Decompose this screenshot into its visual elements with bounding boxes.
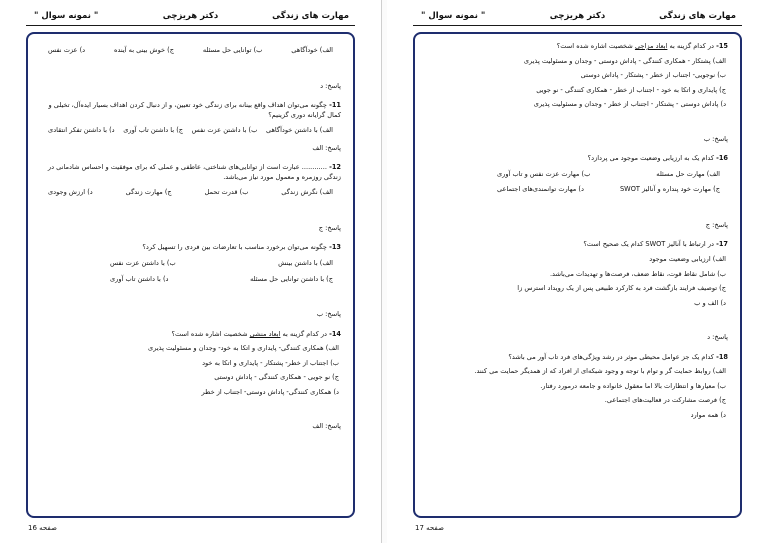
question-number: 16- <box>716 154 728 163</box>
question-12 <box>40 163 341 182</box>
option: الف) پشتکار - همکاری کنندگی - پاداش دوستی - وجدان و مسئولیت پذیری <box>523 56 726 65</box>
question-text-part: شخصیت اشاره شده است؟ <box>556 42 633 50</box>
option: ج) مهارت خود پنداره و آنالیز SWOT <box>620 185 720 194</box>
q13-options-row-1 <box>40 259 341 269</box>
option: ب) معیارها و انتظارات بالا اما معقول خانواده و جامعه درمورد رفتار. <box>540 381 726 390</box>
option: ج) نو جویی - همکاری کنندگی - پاداش دوستی <box>214 373 339 382</box>
page-content <box>40 40 341 510</box>
q12-options <box>40 188 341 198</box>
question-text-part: در کدام گزینه به <box>669 42 714 50</box>
page-number: صفحه 16 <box>28 524 57 532</box>
spread-divider <box>381 0 382 543</box>
option: د) مهارت توانمندی‌های اجتماعی <box>497 185 584 194</box>
question-number: 18- <box>716 352 728 361</box>
option: د) با داشتن تاب آوری <box>110 274 169 283</box>
answer-13: پاسخ: ب <box>316 310 341 319</box>
question-text-underlined: ابعاد منشی <box>249 329 281 338</box>
question-18 <box>427 353 728 363</box>
option: ب) شامل نقاط قوت، نقاط ضعف، فرصت‌ها و تهدیدات می‌باشد. <box>549 269 726 278</box>
question-text-part: در کدام گزینه به <box>282 329 327 338</box>
question-number: 14- <box>329 329 341 338</box>
header-author: دکتر هریزچی <box>549 11 606 21</box>
question-15 <box>427 42 728 52</box>
page-number: صفحه 17 <box>415 524 444 532</box>
option: ب) با داشتن عزت نفس <box>110 259 176 268</box>
option: ج) با داشتن توانایی حل مسئله <box>250 274 333 283</box>
page-content <box>427 40 728 510</box>
answer-12: پاسخ: ج <box>318 223 341 232</box>
option: الف) مهارت حل مسئله <box>656 169 720 178</box>
option: ج) مهارت زندگی <box>125 188 172 197</box>
page-frame <box>413 32 742 518</box>
question-text: ............ عبارت است از توانایی‌های شناختی، عاطفی و عملی که برای موفقیت و احساس شادمانی در زندگی روزمره و معمول مورد نیاز می‌باشد. <box>47 163 341 181</box>
question-text: کدام یک به ارزیابی وضعیت موجود می پردازد؟ <box>587 154 714 163</box>
option: الف) ارزیابی وضعیت موجود <box>649 255 726 264</box>
option: د) الف و ب <box>694 298 726 307</box>
q11-options <box>40 126 341 136</box>
option: الف) نگرش زندگی <box>281 188 333 197</box>
question-text: چگونه می‌توان برخورد مناسب با تعارضات بین فردی را تسهیل کرد؟ <box>142 243 327 252</box>
option: الف) خودآگاهی <box>291 46 333 54</box>
option: الف) همکاری کنندگی- پایداری و اتکا به خود- وجدان و مسئولیت پذیری <box>148 344 339 353</box>
answer-14: پاسخ: الف <box>312 422 341 431</box>
option: د) با داشتن تفکر انتقادی <box>48 126 115 135</box>
question-text-underlined: ابعاد مزاجی <box>634 42 668 50</box>
option: د) همه موارد <box>690 410 726 419</box>
option: د) همکاری کنندگی- پاداش دوستی- اجتناب از خطر <box>201 387 339 396</box>
header-author: دکتر هریزچی <box>162 11 219 21</box>
question-number: 11- <box>329 101 341 110</box>
header-subject: مهارت های زندگی <box>272 11 349 21</box>
option: الف) با داشتن بینش <box>278 259 333 268</box>
option: الف) با داشتن خودآگاهی <box>265 126 333 135</box>
page-header <box>413 9 742 26</box>
question-text: در ارتباط با آنالیز SWOT کدام یک صحیح است؟ <box>583 240 714 249</box>
q16-options-row-2 <box>427 185 728 195</box>
option: د) عزت نفس <box>48 46 86 54</box>
question-16 <box>427 154 728 164</box>
page-frame <box>26 32 355 518</box>
option: ب) قدرت تحمل <box>204 188 249 197</box>
question-13 <box>40 243 341 253</box>
question-number: 12- <box>329 163 341 172</box>
option: ب) توانایی حل مسئله <box>202 46 263 54</box>
q13-options-row-2 <box>40 275 341 285</box>
option: ج) پایداری و اتکا به خود - اجتناب از خطر - همکاری کنندگی - نو جویی <box>536 85 726 94</box>
q16-options-row-1 <box>427 170 728 180</box>
question-text-part: شخصیت اشاره شده است؟ <box>171 329 248 338</box>
option: ج) با داشتن تاب آوری <box>123 126 184 135</box>
header-subject: مهارت های زندگی <box>659 11 736 21</box>
option: ب) با داشتن عزت نفس <box>191 126 258 135</box>
q10-options <box>40 46 341 56</box>
answer-15: پاسخ: ب <box>703 134 728 143</box>
option: ب) مهارت عزت نفس و تاب آوری <box>497 169 591 178</box>
option: الف) روابط حمایت گر و توام با توجه و وجود شبکه‌ای از افراد که از همدیگر حمایت می کنند. <box>474 367 726 376</box>
option: ب) اجتناب از خطر- پشتکار - پایداری و اتکا به خود <box>202 358 339 367</box>
option: ج) خوش بینی به آینده <box>113 46 174 54</box>
page-header <box>26 9 355 26</box>
question-17 <box>427 240 728 250</box>
question-number: 13- <box>329 243 341 252</box>
question-text: کدام یک جز عوامل محیطی موثر در رشد ویژگی‌های فرد تاب آور می باشد؟ <box>508 352 714 361</box>
header-sample-label: " نمونه سوال " <box>421 11 486 21</box>
question-11 <box>40 101 341 120</box>
answer-10: پاسخ: د <box>320 81 341 90</box>
question-number: 17- <box>716 240 728 249</box>
option: د) ارزش وجودی <box>48 188 93 197</box>
question-14 <box>40 330 341 340</box>
answer-11: پاسخ: الف <box>312 143 341 152</box>
page-16 <box>0 0 381 543</box>
header-sample-label: " نمونه سوال " <box>34 11 99 21</box>
option: د) پاداش دوستی - پشتکار - اجتناب از خطر - وجدان و مسئولیت پذیری <box>533 100 726 109</box>
option: ب) نوجویی- اجتناب از خطر - پشتکار - پاداش دوستی <box>580 71 726 80</box>
page-17 <box>387 0 768 543</box>
option: ج) توصیف فرایند بازگشت فرد به کارکرد طبیعی پس از یک رویداد استرس زا <box>517 284 726 293</box>
answer-16: پاسخ: ج <box>705 220 728 229</box>
option: ج) فرصت مشارکت در فعالیت‌های اجتماعی. <box>604 396 726 405</box>
answer-17: پاسخ: د <box>707 333 728 342</box>
question-number: 15- <box>716 42 728 50</box>
question-text: چگونه می‌توان اهداف واقع بینانه برای زندگی خود تعیین، و از دنبال کردن اهداف بسیار ایده‌آل، تخیلی و کمال گرایانه دوری گزینیم؟ <box>48 101 341 119</box>
